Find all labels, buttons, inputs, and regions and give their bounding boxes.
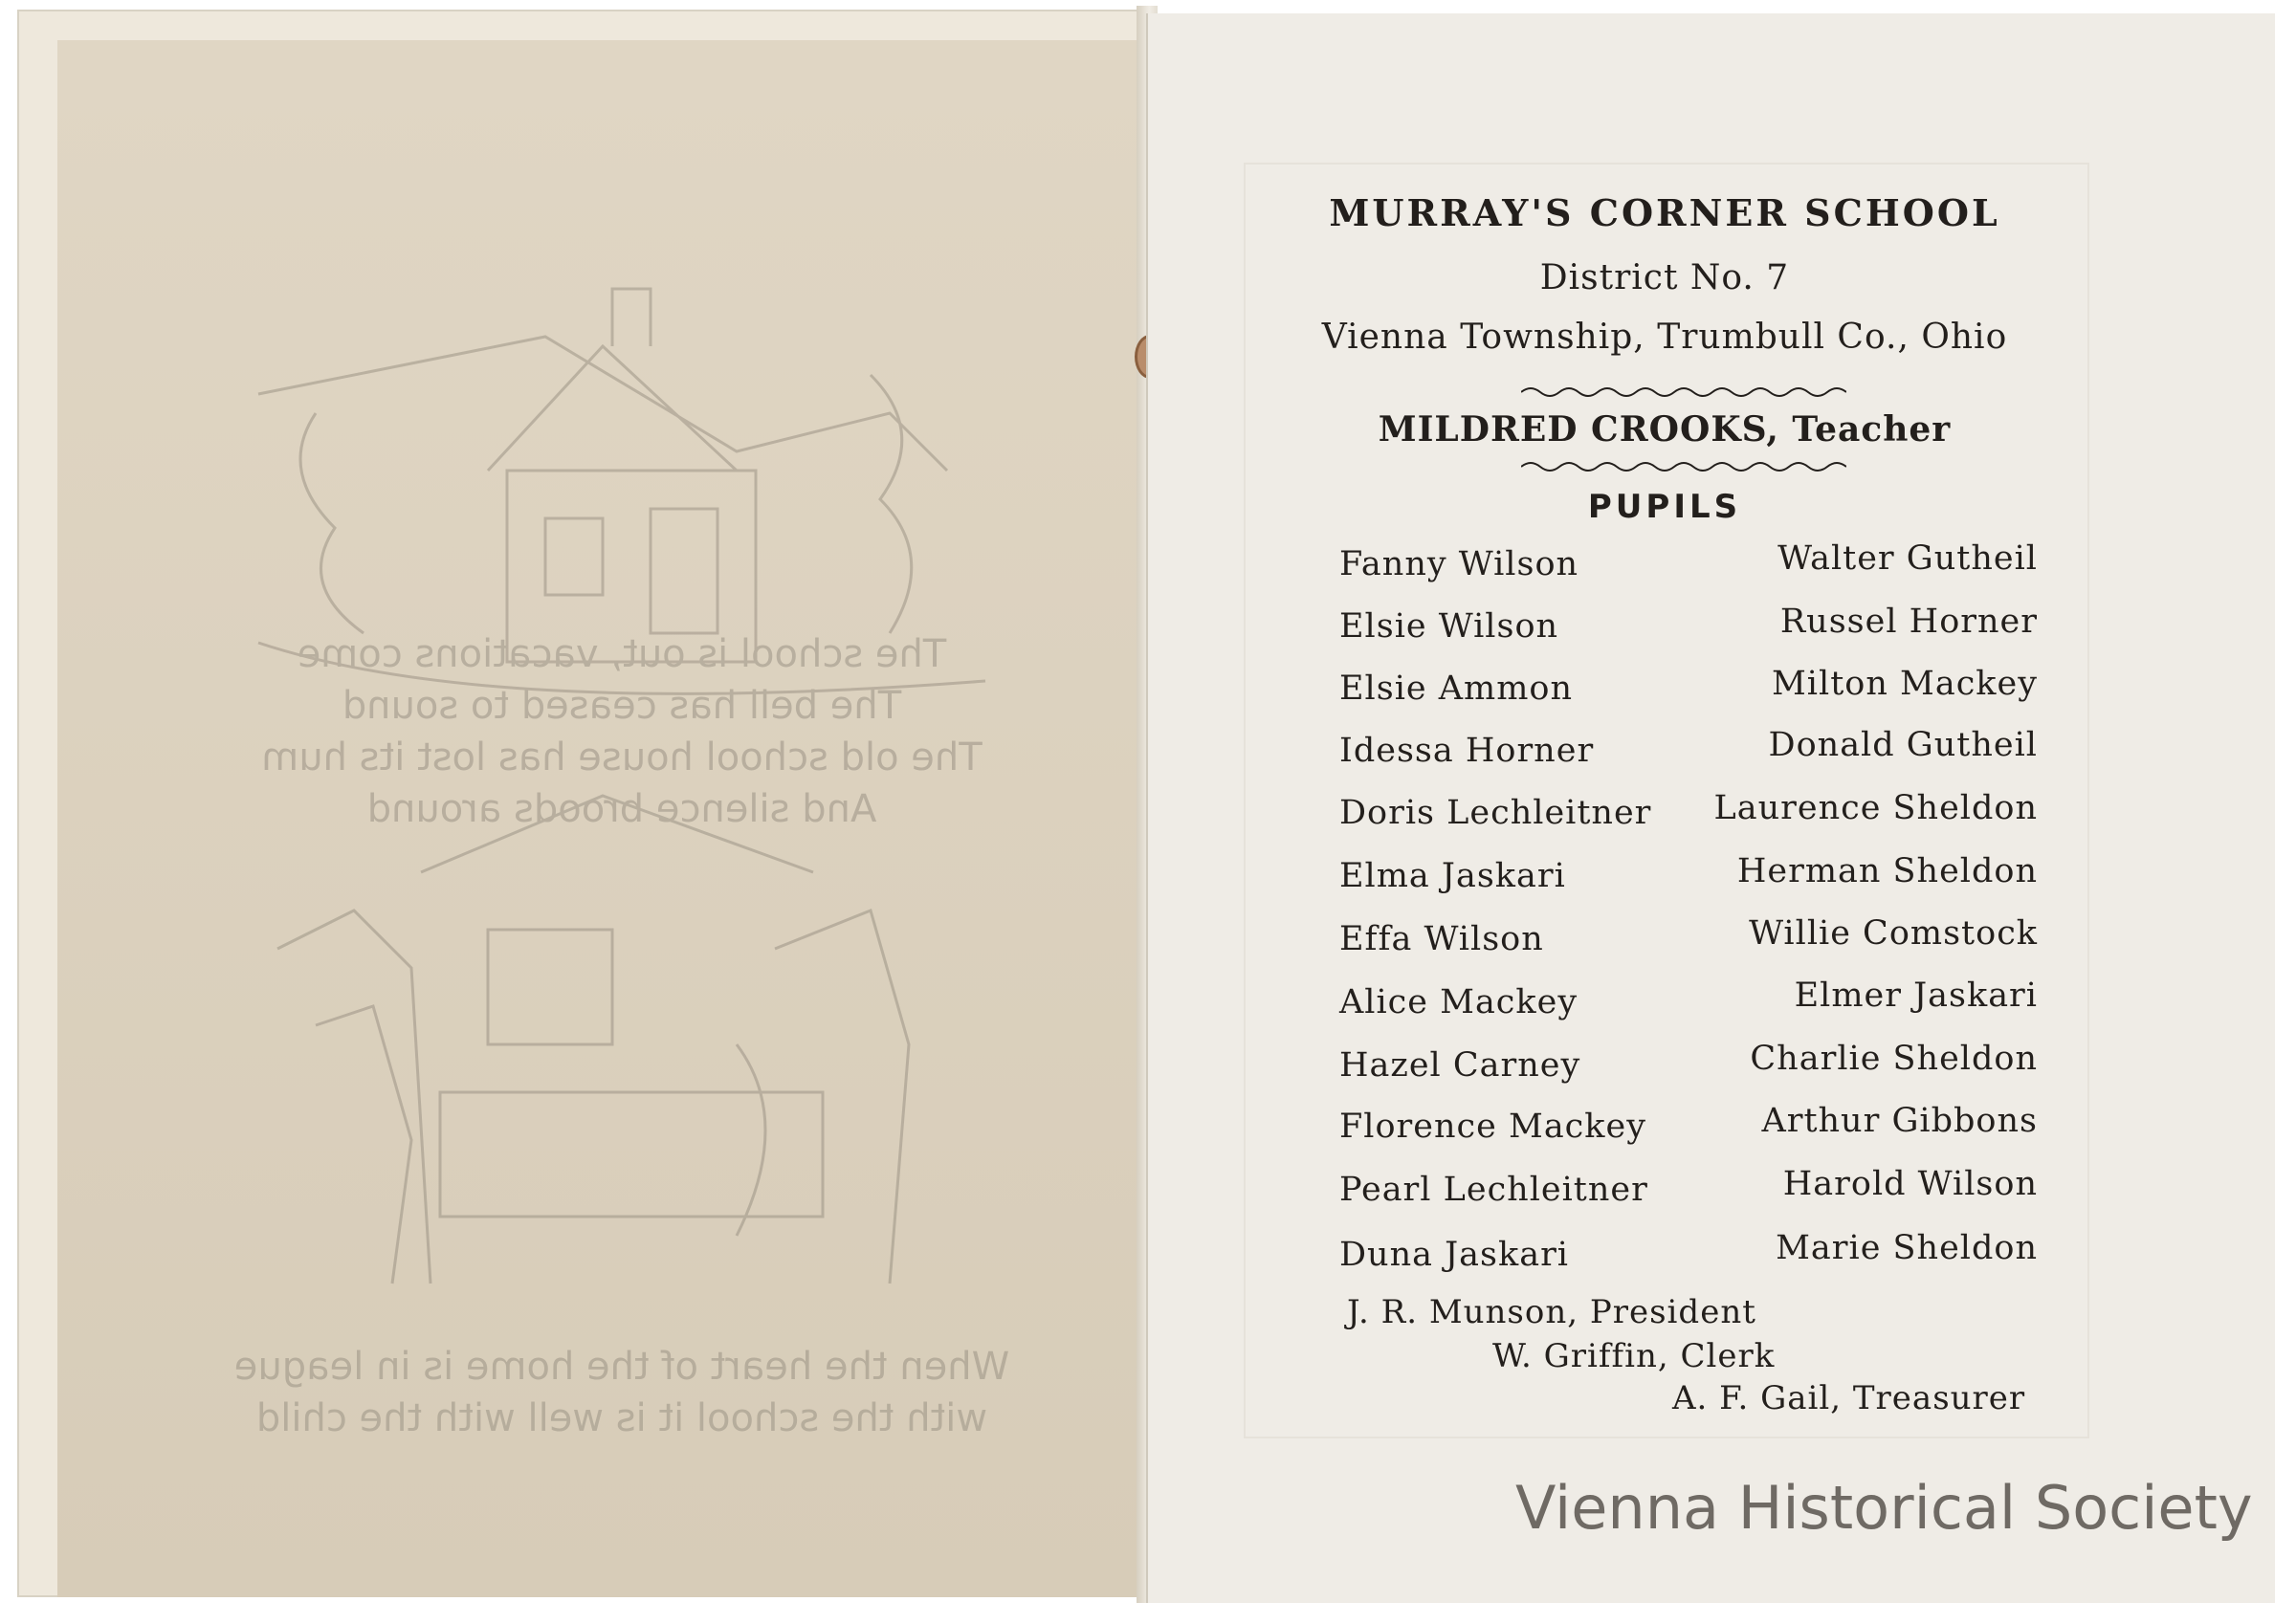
pupil-name: Alice Mackey [1339,983,1578,1021]
bleed-verse-line: with the school it is well with the child [255,1396,988,1440]
officer-president: J. R. Munson, President [1347,1293,1756,1331]
pupil-name: Hazel Carney [1339,1046,1581,1085]
pupil-name: Effa Wilson [1339,920,1544,958]
district: District No. 7 [1539,258,1790,297]
bleed-verse-2 [201,1341,1043,1444]
pupil-name: Florence Mackey [1339,1108,1646,1146]
bleed-verse-line: The school is out, vacations come [297,632,947,676]
pupil-name: Fanny Wilson [1339,545,1579,583]
pupil-name: Harold Wilson [1782,1165,2038,1203]
pupil-name: Doris Lechleitner [1339,794,1652,832]
pupil-name: Pearl Lechleitner [1339,1171,1648,1209]
pupil-name: Herman Sheldon [1736,852,2038,890]
pupil-name: Arthur Gibbons [1761,1102,2038,1140]
officer-treasurer: A. F. Gail, Treasurer [1672,1379,2026,1417]
teacher: MILDRED CROOKS, Teacher [1378,409,1952,450]
pupil-name: Elma Jaskari [1339,857,1566,895]
pupil-name: Elsie Ammon [1339,669,1574,708]
location: Vienna Township, Trumbull Co., Ohio [1321,318,2008,357]
pupil-name: Idessa Horner [1339,732,1595,770]
bleed-verse-line: The bell has ceased to sound [342,684,902,728]
left-page-inner [57,40,1138,1597]
bleed-verse-1 [201,628,1043,835]
pupil-name: Elmer Jaskari [1794,977,2038,1015]
officer-clerk: W. Griffin, Clerk [1492,1337,1776,1375]
pupil-name: Walter Gutheil [1777,539,2038,578]
wavy-divider-bottom [1521,457,1846,476]
pupil-name: Marie Sheldon [1776,1229,2038,1267]
pupil-name: Donald Gutheil [1768,726,2038,764]
bleed-verse-line: The old school house has lost its hum [261,735,982,779]
pupils-heading: PUPILS [1587,488,1742,526]
school-name: MURRAY'S CORNER SCHOOL [1329,191,2000,234]
watermark: Vienna Historical Society [1515,1473,2253,1543]
pupil-name: Russel Horner [1779,603,2038,641]
wavy-divider-top [1521,383,1846,402]
pupil-name: Willie Comstock [1749,914,2038,953]
pupil-name: Elsie Wilson [1339,607,1559,646]
bleed-verse-line: And silence broods around [366,787,877,831]
pupil-name: Charlie Sheldon [1750,1040,2038,1078]
pupil-name: Duna Jaskari [1339,1236,1569,1274]
bleed-verse-line: When the heart of the home is in league [233,1345,1010,1389]
bleed-through-illustration [201,184,1043,1446]
pupil-name: Milton Mackey [1771,665,2038,703]
pupil-name: Laurence Sheldon [1713,789,2038,827]
